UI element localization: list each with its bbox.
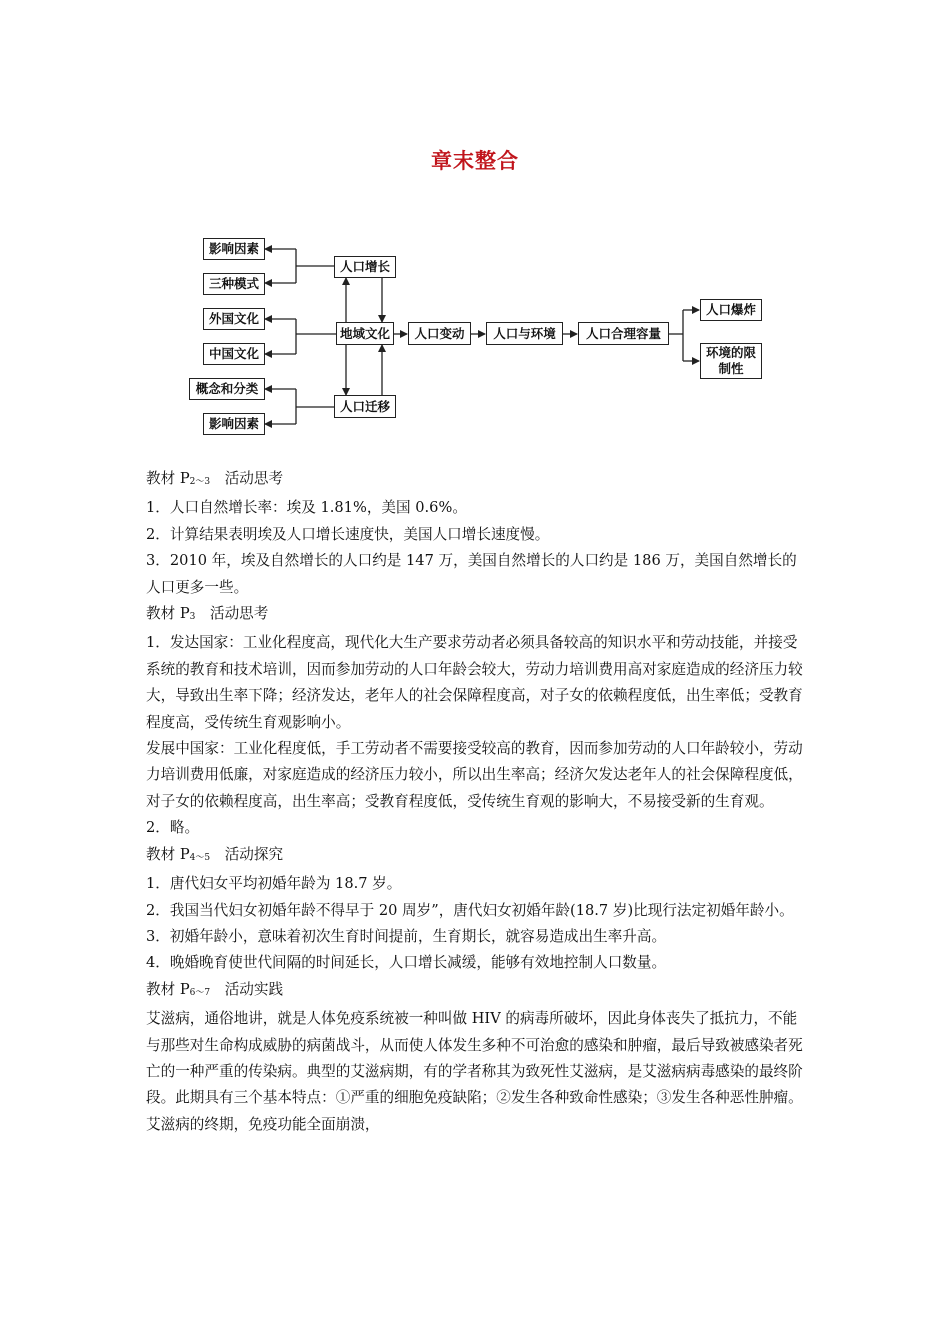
node-population-growth: 人口增长 (334, 256, 396, 278)
node-foreign-culture: 外国文化 (203, 308, 265, 330)
node-population-migration: 人口迁移 (334, 395, 396, 418)
heading-activity: 活动探究 (210, 845, 284, 863)
heading-page-range: 2～3 (189, 477, 211, 487)
node-population-explosion: 人口爆炸 (700, 299, 762, 321)
heading-prefix: 教材 P (146, 980, 190, 998)
node-concept-and-classification: 概念和分类 (189, 378, 265, 400)
answer-paragraph: 3．2010 年，埃及自然增长的人口约是 147 万，美国自然增长的人口约是 186 万，美国自然增长的人口更多一些。 (146, 552, 797, 596)
section-heading (146, 466, 810, 495)
answer-paragraph: 2．计算结果表明埃及人口增长速度快，美国人口增长速度慢。 (146, 525, 550, 543)
heading-page-range: 4～5 (189, 852, 211, 863)
page-title: 章末整合 (431, 149, 519, 173)
section-heading (146, 601, 810, 630)
section-heading (146, 842, 810, 871)
heading-prefix: 教材 P (146, 470, 190, 487)
concept-diagram-arrows (0, 0, 950, 460)
node-chinese-culture: 中国文化 (203, 343, 265, 365)
section-heading (146, 977, 810, 1006)
heading-activity: 活动实践 (210, 980, 284, 998)
node-population-change: 人口变动 (408, 322, 471, 345)
node-environmental-limits: 环境的限制性 (700, 343, 762, 379)
answer-paragraph: 4．晚婚晚育使世代间隔的时间延长，人口增长减缓，能够有效地控制人口数量。 (146, 954, 667, 972)
node-population-and-environment: 人口与环境 (486, 322, 563, 345)
heading-activity: 活动思考 (195, 605, 269, 623)
answer-paragraph: 1．唐代妇女平均初婚年龄为 18.7 岁。 (146, 875, 402, 893)
answer-paragraph: 发展中国家：工业化程度低，手工劳动者不需要接受较高的教育，因而参加劳动的人口年龄较小，劳动力培训费用低廉，对家庭造成的经济压力较小，所以出生率高；经济欠发达老年人的社会保障程度低，对子女的依赖程度高，出生率高；受教育程度低，受传统生育观的影响大，不易接受新的生育观。 (146, 740, 803, 810)
node-three-modes: 三种模式 (203, 273, 265, 295)
heading-activity: 活动思考 (210, 470, 284, 487)
answer-paragraph: 艾滋病，通俗地讲，就是人体免疫系统被一种叫做 HIV 的病毒所破坏，因此身体丧失了抵抗力，不能与那些对生命构成威胁的病菌战斗，从而使人体发生多种不可治愈的感染和肿瘤，最后导致被感染者死亡的一种严重的传染病。典型的艾滋病期，有的学者称其为致死性艾滋病，是艾滋病病毒感染的最终阶段。此期具有三个基本特点：①严重的细胞免疫缺陷；②发生各种致命性感染；③发生各种恶性肿瘤。艾滋病的终期，免疫功能全面崩溃， (146, 1010, 803, 1133)
node-regional-culture: 地域文化 (336, 322, 394, 345)
heading-prefix: 教材 P (146, 605, 190, 623)
heading-page-range: 6～7 (189, 987, 211, 998)
answer-paragraph: 3．初婚年龄小，意味着初次生育时间提前，生育期长，就容易造成出生率升高。 (146, 927, 667, 945)
answer-paragraph: 1．发达国家：工业化程度高，现代化大生产要求劳动者必须具备较高的知识水平和劳动技能，并接受系统的教育和技术培训，因而参加劳动的人口年龄会较大，劳动力培训费用高对家庭造成的经济压力较大，导致出生率下降；经济发达，老年人的社会保障程度高，对子女的依赖程度低，出生率低；受教育程度高，受传统生育观影响小。 (146, 634, 803, 731)
heading-page-range: 3 (189, 612, 196, 623)
answer-paragraph: 1．人口自然增长率：埃及 1.81%，美国 0.6%。 (146, 499, 467, 517)
answer-paragraph: 2．我国当代妇女初婚年龄不得早于 20 周岁”，唐代妇女初婚年龄(18.7 岁)比现行法定初婚年龄小。 (146, 901, 794, 919)
heading-prefix: 教材 P (146, 845, 190, 863)
node-reasonable-population-capacity: 人口合理容量 (578, 322, 669, 345)
answer-paragraph: 2．略。 (146, 819, 200, 837)
node-influence-factors-2: 影响因素 (203, 413, 265, 435)
answer-text (146, 466, 810, 1138)
node-influence-factors-1: 影响因素 (203, 238, 265, 260)
